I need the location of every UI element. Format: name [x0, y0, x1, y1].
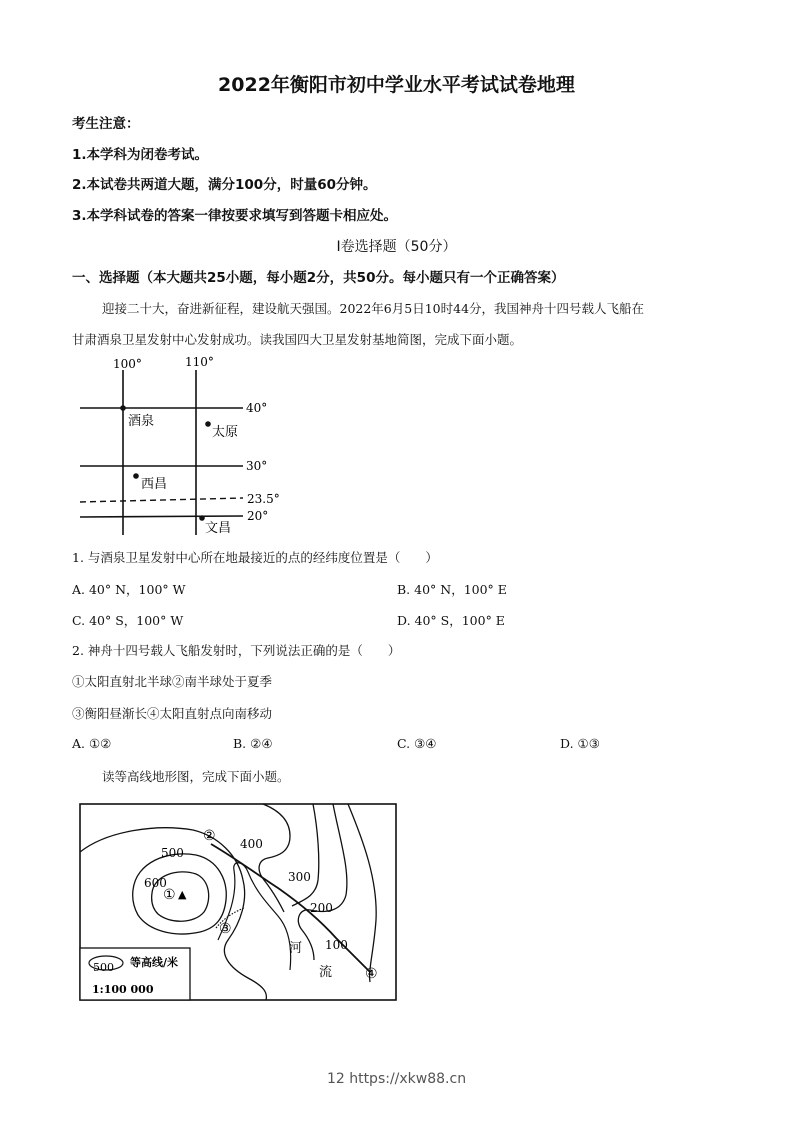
question-stem: 2. 神舟十四号载人飞船发射时，下列说法正确的是（ ）	[72, 643, 401, 658]
option-b: B. ②④	[233, 736, 273, 751]
intro-line: 迎接二十大，奋进新征程，建设航天强国。2022年6月5日10时44分，我国神舟十四号载人飞船在	[102, 301, 645, 316]
option-d: D. ①③	[560, 736, 600, 751]
longitude-label: 110°	[185, 355, 214, 369]
latitude-label: 20°	[247, 509, 269, 523]
site-dot	[120, 405, 126, 411]
notice-item: 3.本学科试卷的答案一律按要求填写到答题卡相应处。	[72, 208, 398, 224]
contour-label: 400	[240, 837, 263, 851]
site-label: 文昌	[205, 521, 232, 536]
site-dot	[133, 473, 139, 479]
option-c: C. 40° S，100° W	[72, 613, 184, 628]
part-title: 一、选择题（本大题共25小题，每小题2分，共50分。每小题只有一个正确答案）	[72, 270, 565, 286]
legend-label: 等高线/米	[130, 956, 179, 969]
site-dot	[199, 515, 205, 521]
point-label: ③	[219, 921, 232, 937]
contour-line	[218, 863, 291, 970]
point-label: ④	[365, 966, 378, 982]
option-a: A. 40° N，100° W	[72, 582, 186, 597]
contour-label: 300	[288, 870, 311, 884]
site-label: 酒泉	[128, 414, 155, 429]
latitude-line	[80, 498, 243, 502]
intro-line: 读等高线地形图，完成下面小题。	[102, 769, 290, 784]
site-dot	[205, 421, 211, 427]
notice-item: 1.本学科为闭卷考试。	[72, 147, 209, 163]
section-title: Ⅰ卷选择题（50分）	[336, 239, 457, 255]
notice-heading: 考生注意：	[72, 116, 140, 132]
page-title: 2022年衡阳市初中学业水平考试试卷地理	[218, 74, 575, 96]
option-a: A. ①②	[72, 736, 112, 751]
river-label: 河	[289, 941, 303, 956]
contour-label: 600	[144, 876, 167, 890]
river-label: 流	[319, 965, 333, 980]
point-label: ①	[163, 887, 176, 903]
latitude-label: 23.5°	[247, 492, 280, 506]
site-label: 太原	[212, 425, 239, 440]
contour-line	[292, 804, 319, 906]
contour-label: 500	[161, 846, 184, 860]
contour-map	[78, 800, 400, 1005]
longitude-label: 100°	[113, 357, 142, 371]
contour-label: 100	[325, 938, 348, 952]
contour-label: 200	[310, 901, 333, 915]
latitude-label: 30°	[246, 459, 268, 473]
statement-line: ③衡阳昼渐长④太阳直射点向南移动	[72, 706, 273, 721]
scale-label: 1:100 000	[92, 983, 154, 996]
notice-item: 2.本试卷共两道大题，满分100分，时量60分钟。	[72, 177, 377, 193]
option-b: B. 40° N，100° E	[397, 582, 507, 597]
option-d: D. 40° S，100° E	[397, 613, 505, 628]
latitude-line	[80, 516, 243, 517]
page-footer: 12 https://xkw88.cn	[326, 1071, 467, 1087]
contour-line	[259, 804, 290, 912]
option-c: C. ③④	[397, 736, 437, 751]
point-label: ②	[203, 828, 216, 844]
launch-sites-map	[75, 350, 290, 540]
latitude-label: 40°	[246, 401, 268, 415]
peak-icon: ▲	[178, 888, 187, 901]
statement-line: ①太阳直射北半球②南半球处于夏季	[72, 674, 273, 689]
question-stem: 1. 与酒泉卫星发射中心所在地最接近的点的经纬度位置是（ ）	[72, 550, 438, 565]
intro-line: 甘肃酒泉卫星发射中心发射成功。读我国四大卫星发射基地简图，完成下面小题。	[72, 332, 523, 347]
legend-value: 500	[93, 961, 114, 974]
site-label: 西昌	[141, 477, 168, 492]
